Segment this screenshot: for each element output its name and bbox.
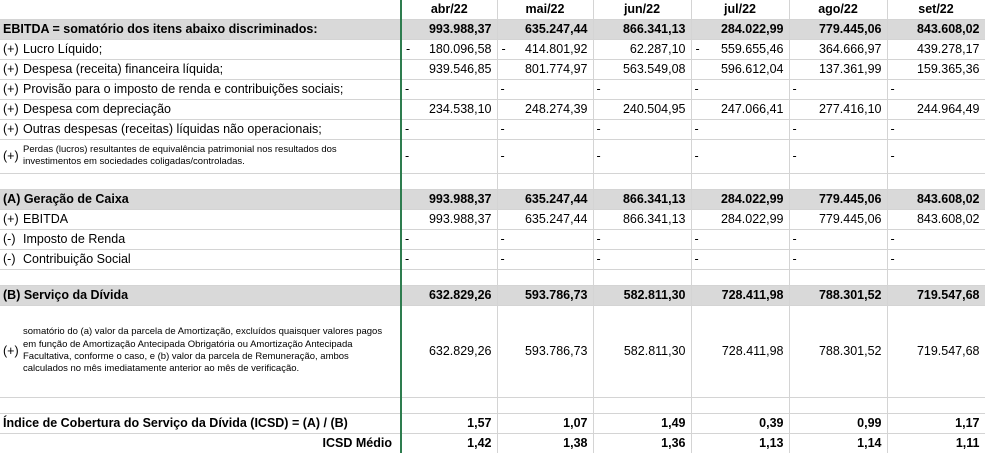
row-label — [0, 99, 401, 119]
value-cell — [401, 99, 497, 119]
row-outras — [0, 119, 985, 139]
cell-value: 0,39 — [759, 415, 784, 430]
value-cell — [789, 99, 887, 119]
row-prefix: (+) — [3, 212, 19, 227]
cell-value: - — [890, 148, 895, 163]
value-cell — [691, 139, 789, 173]
empty-cell — [401, 173, 497, 189]
cell-value: 248.274,39 — [524, 101, 588, 116]
minus-sign: - — [695, 41, 700, 56]
value-cell — [593, 99, 691, 119]
value-cell — [887, 433, 985, 453]
value-cell — [593, 79, 691, 99]
cell-value: 788.301,52 — [818, 287, 882, 302]
value-cell — [887, 249, 985, 269]
value-cell — [691, 285, 789, 305]
cell-value: 939.546,85 — [428, 61, 492, 76]
value-cell — [887, 59, 985, 79]
cell-value: - — [890, 121, 895, 136]
value-cell — [593, 59, 691, 79]
value-cell — [789, 305, 887, 397]
cell-value: - — [890, 81, 895, 96]
value-cell — [497, 209, 593, 229]
empty-cell — [497, 173, 593, 189]
row-somatorio — [0, 305, 985, 397]
empty-cell — [789, 397, 887, 413]
value-cell — [691, 19, 789, 39]
empty-cell — [401, 397, 497, 413]
cell-value: 277.416,10 — [818, 101, 882, 116]
month-header: jun/22 — [593, 0, 691, 19]
row-label — [0, 285, 401, 305]
row-label-text: Despesa (receita) financeira líquida; — [23, 61, 224, 76]
row-label-text: (A) Geração de Caixa — [3, 191, 129, 206]
value-cell — [497, 119, 593, 139]
row-geracao — [0, 189, 985, 209]
value-cell — [789, 119, 887, 139]
cell-value: - — [500, 148, 505, 163]
cell-value: - — [694, 148, 699, 163]
value-cell — [691, 59, 789, 79]
value-cell — [497, 139, 593, 173]
value-cell — [887, 19, 985, 39]
row-label — [0, 59, 401, 79]
cell-value: 244.964,49 — [916, 101, 980, 116]
empty-cell — [789, 173, 887, 189]
row-label — [0, 119, 401, 139]
cell-value: 719.547,68 — [916, 287, 980, 302]
value-cell — [497, 413, 593, 433]
row-label — [0, 229, 401, 249]
empty-cell — [691, 173, 789, 189]
row-provisao — [0, 79, 985, 99]
cell-value: 1,42 — [467, 436, 492, 451]
value-cell — [593, 285, 691, 305]
row-label — [0, 209, 401, 229]
cell-value: 1,11 — [955, 436, 980, 451]
row-lucro — [0, 39, 985, 59]
value-cell — [887, 139, 985, 173]
empty-cell — [789, 269, 887, 285]
minus-sign: - — [406, 41, 411, 56]
value-cell — [401, 209, 497, 229]
value-cell — [789, 59, 887, 79]
cell-value: - — [596, 251, 601, 266]
empty-cell — [887, 397, 985, 413]
value-cell — [497, 249, 593, 269]
cell-value: 635.247,44 — [524, 211, 588, 226]
empty-cell — [0, 173, 401, 189]
row-ebitda-total — [0, 19, 985, 39]
value-cell — [789, 413, 887, 433]
row-label — [0, 79, 401, 99]
value-cell — [593, 305, 691, 397]
row-label-text: Despesa com depreciação — [23, 101, 171, 116]
row-prefix: (+) — [3, 148, 19, 163]
header-label-cell — [0, 0, 401, 19]
empty-cell — [593, 173, 691, 189]
cell-value: 866.341,13 — [622, 211, 686, 226]
cell-value: 728.411,98 — [721, 287, 784, 302]
row-label — [0, 305, 401, 397]
cell-value: 247.066,41 — [720, 101, 784, 116]
value-cell — [887, 79, 985, 99]
row-prefix: (+) — [3, 62, 19, 77]
month-header: ago/22 — [789, 0, 887, 19]
cell-value: 364.666,97 — [818, 41, 882, 56]
cell-value: - — [694, 231, 699, 246]
cell-value: 240.504,95 — [622, 101, 686, 116]
value-cell — [887, 285, 985, 305]
cell-value: 159.365,36 — [916, 61, 980, 76]
row-label-text: Outras despesas (receitas) líquidas não operacionais; — [23, 121, 322, 136]
cell-value: 1,57 — [467, 415, 492, 430]
cell-value: - — [596, 231, 601, 246]
value-cell — [593, 413, 691, 433]
header-row — [0, 0, 985, 19]
cell-value: - — [405, 81, 410, 96]
value-cell — [887, 413, 985, 433]
value-cell — [691, 119, 789, 139]
value-cell — [887, 99, 985, 119]
value-cell — [789, 249, 887, 269]
row-label-text: Lucro Líquido; — [23, 41, 103, 56]
cell-value: 843.608,02 — [916, 21, 980, 36]
value-cell — [789, 19, 887, 39]
cell-value: 284.022,99 — [720, 191, 784, 206]
row-label-text: Perdas (lucros) resultantes de equivalência patrimonial nos resultados dos investimentos em sociedades coligadas/controladas. — [23, 143, 337, 167]
row-despesa-fin — [0, 59, 985, 79]
row-prefix: (+) — [3, 82, 19, 97]
month-header: mai/22 — [497, 0, 593, 19]
cell-value: 582.811,30 — [623, 343, 686, 358]
cell-value: 593.786,73 — [524, 343, 588, 358]
value-cell — [789, 285, 887, 305]
value-cell — [691, 413, 789, 433]
cell-value: 843.608,02 — [916, 191, 980, 206]
cell-value: 0,99 — [857, 415, 882, 430]
cell-value: 1,38 — [563, 436, 588, 451]
cell-value: 414.801,92 — [524, 41, 588, 56]
cell-value: 719.547,68 — [916, 343, 980, 358]
cell-value: 1,14 — [857, 436, 882, 451]
value-cell — [497, 305, 593, 397]
value-cell — [789, 229, 887, 249]
empty-cell — [0, 269, 401, 285]
cell-value: 1,49 — [661, 415, 686, 430]
row-icsd — [0, 413, 985, 433]
value-cell — [789, 79, 887, 99]
value-cell — [401, 19, 497, 39]
row-prefix: (-) — [3, 232, 16, 247]
value-cell — [497, 39, 593, 59]
cell-value: - — [694, 251, 699, 266]
row-label-text: (B) Serviço da Dívida — [3, 287, 129, 302]
row-ebitda — [0, 209, 985, 229]
cell-value: - — [405, 251, 410, 266]
cell-value: - — [596, 121, 601, 136]
cell-value: - — [596, 148, 601, 163]
cell-value: - — [500, 251, 505, 266]
cell-value: - — [500, 121, 505, 136]
cell-value: - — [405, 231, 410, 246]
cell-value: 728.411,98 — [721, 343, 784, 358]
value-cell — [401, 139, 497, 173]
value-cell — [691, 189, 789, 209]
value-cell — [497, 59, 593, 79]
cell-value: 1,36 — [661, 436, 686, 451]
empty-cell — [887, 269, 985, 285]
row-prefix: (+) — [3, 343, 19, 358]
row-label-text: Índice de Cobertura do Serviço da Dívida (ICSD) = (A) / (B) — [3, 415, 348, 430]
value-cell — [691, 79, 789, 99]
value-cell — [691, 305, 789, 397]
row-prefix: (+) — [3, 42, 19, 57]
row-label — [0, 249, 401, 269]
value-cell — [401, 413, 497, 433]
cell-value: 1,07 — [563, 415, 588, 430]
cell-value: 180.096,58 — [428, 41, 492, 56]
cell-value: 635.247,44 — [524, 21, 588, 36]
row-prefix: (+) — [3, 102, 19, 117]
row-label-text: EBITDA — [23, 211, 69, 226]
row-prefix: (-) — [3, 252, 16, 267]
empty-cell — [691, 269, 789, 285]
value-cell — [401, 39, 497, 59]
value-cell — [691, 99, 789, 119]
month-header: abr/22 — [401, 0, 497, 19]
value-cell — [887, 305, 985, 397]
cell-value: 137.361,99 — [818, 61, 882, 76]
row-perdas — [0, 139, 985, 173]
value-cell — [497, 99, 593, 119]
value-cell — [497, 19, 593, 39]
cell-value: 593.786,73 — [524, 287, 588, 302]
cell-value: - — [792, 121, 797, 136]
value-cell — [887, 39, 985, 59]
row-label-wrap — [3, 144, 396, 169]
value-cell — [593, 139, 691, 173]
value-cell — [691, 39, 789, 59]
value-cell — [593, 209, 691, 229]
value-cell — [401, 119, 497, 139]
empty-cell — [887, 173, 985, 189]
row-label — [0, 433, 401, 453]
minus-sign: - — [501, 41, 506, 56]
value-cell — [789, 433, 887, 453]
cell-value: 284.022,99 — [720, 211, 784, 226]
value-cell — [401, 229, 497, 249]
row-prefix: (+) — [3, 122, 19, 137]
value-cell — [691, 249, 789, 269]
cell-value: - — [500, 81, 505, 96]
row-label-text: somatório do (a) valor da parcela de Amortização, excluídos quaisquer valores pagos em função de Amortização Antecipada Obrigatória ou Amortização Antecipada Facultativa, conforme o caso, e (b) valor da parcela de Remuneração, ambos calculados no mês imediatamente anterior ao mês de verificação. — [23, 326, 383, 375]
value-cell — [789, 139, 887, 173]
row-depreciacao — [0, 99, 985, 119]
cell-value: - — [792, 251, 797, 266]
value-cell — [401, 59, 497, 79]
row-label-wrap — [3, 326, 396, 375]
cell-value: - — [694, 81, 699, 96]
empty-cell — [593, 269, 691, 285]
value-cell — [593, 249, 691, 269]
row-label — [0, 19, 401, 39]
value-cell — [401, 433, 497, 453]
value-cell — [497, 79, 593, 99]
month-header: jul/22 — [691, 0, 789, 19]
empty-cell — [0, 397, 401, 413]
value-cell — [887, 189, 985, 209]
empty-cell — [497, 269, 593, 285]
cell-value: - — [792, 231, 797, 246]
cell-value: - — [405, 148, 410, 163]
row-imposto — [0, 229, 985, 249]
value-cell — [691, 209, 789, 229]
cell-value: - — [500, 231, 505, 246]
value-cell — [401, 249, 497, 269]
cell-value: 582.811,30 — [623, 287, 686, 302]
row-label — [0, 413, 401, 433]
row-contribuicao — [0, 249, 985, 269]
cell-value: - — [596, 81, 601, 96]
cell-value: 866.341,13 — [622, 191, 686, 206]
cell-value: - — [792, 148, 797, 163]
cell-value: 779.445,06 — [818, 191, 882, 206]
row-label-text: ICSD Médio — [322, 436, 392, 451]
row-servico — [0, 285, 985, 305]
cell-value: 596.612,04 — [720, 61, 784, 76]
cell-value: - — [890, 251, 895, 266]
row-icsd-medio — [0, 433, 985, 453]
cell-value: 559.655,46 — [720, 41, 784, 56]
cell-value: - — [694, 121, 699, 136]
row-label-text: Contribuição Social — [23, 251, 131, 266]
row-label-text: Provisão para o imposto de renda e contribuições sociais; — [23, 81, 344, 96]
empty-cell — [497, 397, 593, 413]
value-cell — [789, 39, 887, 59]
cell-value: 563.549,08 — [622, 61, 686, 76]
cell-value: 779.445,06 — [818, 211, 882, 226]
cell-value: 635.247,44 — [524, 191, 588, 206]
value-cell — [593, 19, 691, 39]
value-cell — [593, 229, 691, 249]
row-label-text: EBITDA = somatório dos itens abaixo discriminados: — [3, 21, 318, 36]
value-cell — [789, 189, 887, 209]
row-label — [0, 189, 401, 209]
value-cell — [789, 209, 887, 229]
value-cell — [497, 229, 593, 249]
empty-cell — [691, 397, 789, 413]
empty-cell — [401, 269, 497, 285]
cell-value: 632.829,26 — [428, 343, 492, 358]
value-cell — [401, 189, 497, 209]
value-cell — [593, 119, 691, 139]
cell-value: 234.538,10 — [428, 101, 492, 116]
value-cell — [593, 39, 691, 59]
cell-value: 801.774,97 — [524, 61, 588, 76]
cell-value: 1,13 — [759, 436, 784, 451]
cell-value: 788.301,52 — [818, 343, 882, 358]
value-cell — [887, 229, 985, 249]
cell-value: - — [890, 231, 895, 246]
cell-value: 866.341,13 — [622, 21, 686, 36]
spacer-row — [0, 173, 985, 189]
cell-value: 993.988,37 — [428, 211, 492, 226]
cell-value: - — [792, 81, 797, 96]
value-cell — [593, 433, 691, 453]
value-cell — [401, 305, 497, 397]
month-header: set/22 — [887, 0, 985, 19]
value-cell — [691, 433, 789, 453]
value-cell — [401, 285, 497, 305]
cell-value: 1,17 — [955, 415, 980, 430]
value-cell — [497, 189, 593, 209]
value-cell — [497, 433, 593, 453]
cell-value: 62.287,10 — [629, 41, 686, 56]
empty-cell — [593, 397, 691, 413]
spacer-row — [0, 269, 985, 285]
value-cell — [887, 119, 985, 139]
row-label — [0, 139, 401, 173]
cell-value: 439.278,17 — [916, 41, 980, 56]
value-cell — [593, 189, 691, 209]
cell-value: 779.445,06 — [818, 21, 882, 36]
cell-value: - — [405, 121, 410, 136]
row-label — [0, 39, 401, 59]
value-cell — [887, 209, 985, 229]
value-cell — [497, 285, 593, 305]
row-label-text: Imposto de Renda — [23, 231, 126, 246]
cell-value: 993.988,37 — [428, 21, 492, 36]
value-cell — [691, 229, 789, 249]
cell-value: 993.988,37 — [428, 191, 492, 206]
cell-value: 843.608,02 — [916, 211, 980, 226]
cell-value: 632.829,26 — [428, 287, 492, 302]
value-cell — [401, 79, 497, 99]
spacer-row — [0, 397, 985, 413]
cell-value: 284.022,99 — [720, 21, 784, 36]
